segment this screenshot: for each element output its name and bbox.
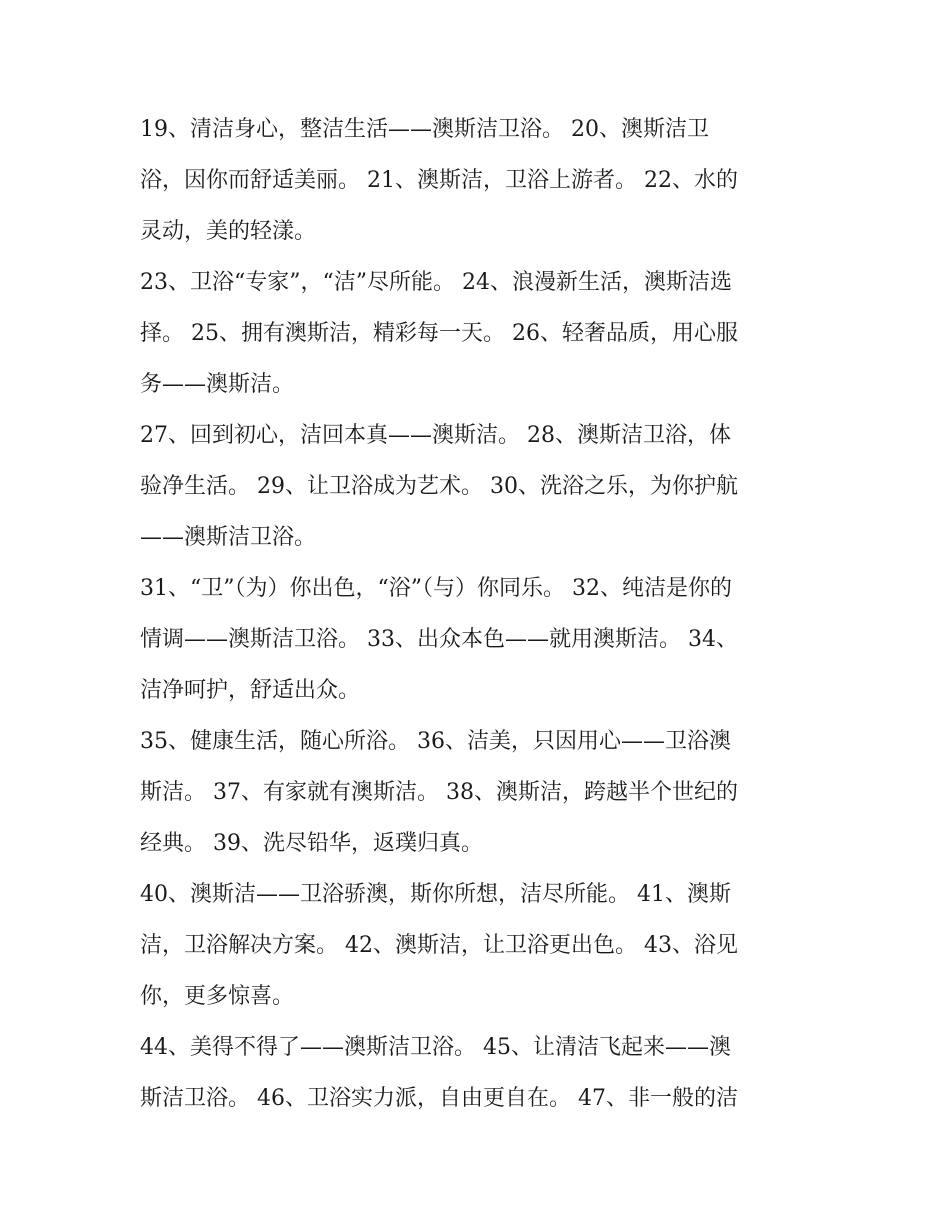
text-line: 择。 25、拥有澳斯洁，精彩每一天。 26、轻奢品质，用心服	[140, 321, 738, 346]
text-line: 浴，因你而舒适美丽。 21、澳斯洁，卫浴上游者。 22、水的	[140, 168, 738, 193]
text-line: 情调——澳斯洁卫浴。 33、出众本色——就用澳斯洁。 34、	[140, 627, 738, 652]
text-line: 洁净呵护，舒适出众。	[140, 678, 361, 703]
text-line: 经典。 39、洗尽铅华，返璞归真。	[140, 831, 483, 856]
text-line: 27、回到初心，洁回本真——澳斯洁。 28、澳斯洁卫浴，体	[140, 423, 731, 448]
text-line: 19、清洁身心，整洁生活——澳斯洁卫浴。 20、澳斯洁卫	[140, 117, 709, 142]
text-line: 31、“卫”（为）你出色，“浴”（与）你同乐。 32、纯洁是你的	[140, 576, 732, 601]
text-line: 斯洁。 37、有家就有澳斯洁。 38、澳斯洁，跨越半个世纪的	[140, 780, 738, 805]
text-line: 斯洁卫浴。 46、卫浴实力派，自由更自在。 47、非一般的洁	[140, 1086, 738, 1111]
text-line: 灵动，美的轻漾。	[140, 219, 317, 244]
text-line: 35、健康生活，随心所浴。 36、洁美，只因用心——卫浴澳	[140, 729, 731, 754]
text-line: 你，更多惊喜。	[140, 984, 295, 1009]
text-line: ——澳斯洁卫浴。	[140, 525, 317, 550]
text-line: 40、澳斯洁——卫浴骄澳，斯你所想，洁尽所能。 41、澳斯	[140, 882, 731, 907]
text-line: 务——澳斯洁。	[140, 372, 295, 397]
text-line: 23、卫浴“专家”，“洁”尽所能。 24、浪漫新生活，澳斯洁选	[140, 270, 732, 295]
document-page	[140, 104, 820, 1124]
text-line: 洁，卫浴解决方案。 42、澳斯洁，让卫浴更出色。 43、浴见	[140, 933, 738, 958]
text-line: 验净生活。 29、让卫浴成为艺术。 30、洗浴之乐，为你护航	[140, 474, 738, 499]
text-line: 44、美得不得了——澳斯洁卫浴。 45、让清洁飞起来——澳	[140, 1035, 731, 1060]
